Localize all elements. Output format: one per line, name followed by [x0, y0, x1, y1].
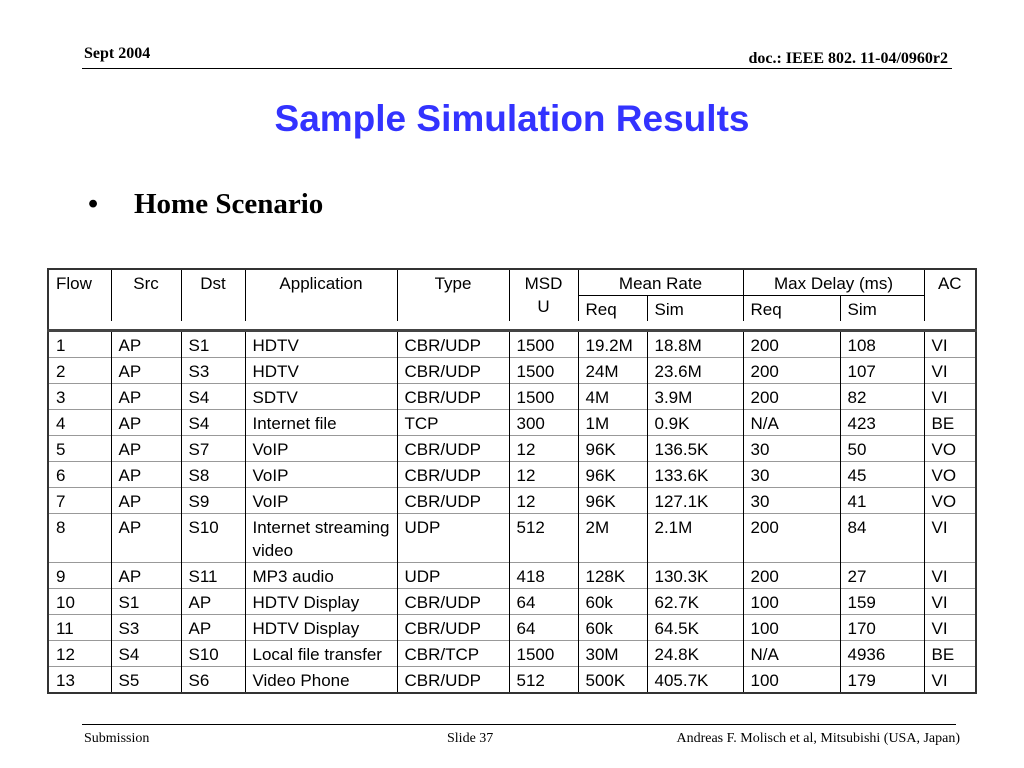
cell-msdu: 512: [509, 514, 578, 563]
cell-application: HDTV: [245, 331, 397, 358]
cell-flow: 10: [48, 589, 111, 615]
cell-delay-sim: 45: [840, 462, 924, 488]
cell-flow: 9: [48, 563, 111, 589]
cell-delay-sim: 179: [840, 667, 924, 694]
cell-mean-sim: 136.5K: [647, 436, 743, 462]
cell-delay-req: N/A: [743, 641, 840, 667]
col-header-type: Type: [397, 269, 509, 321]
cell-flow: 6: [48, 462, 111, 488]
cell-dst: S4: [181, 410, 245, 436]
cell-delay-sim: 108: [840, 331, 924, 358]
cell-ac: VO: [924, 488, 976, 514]
cell-application: Internet file: [245, 410, 397, 436]
cell-mean-req: 96K: [578, 436, 647, 462]
header-date: Sept 2004: [84, 45, 151, 62]
col-header-flow: Flow: [48, 269, 111, 321]
col-header-mean-req: Req: [578, 296, 647, 322]
cell-ac: VO: [924, 436, 976, 462]
cell-flow: 1: [48, 331, 111, 358]
cell-mean-req: 128K: [578, 563, 647, 589]
header-doc-id: doc.: IEEE 802. 11-04/0960r2: [748, 50, 948, 67]
cell-type: CBR/UDP: [397, 331, 509, 358]
cell-mean-sim: 2.1M: [647, 514, 743, 563]
cell-type: CBR/UDP: [397, 436, 509, 462]
table-row: [48, 667, 976, 694]
cell-type: TCP: [397, 410, 509, 436]
col-header-delay-req: Req: [743, 296, 840, 322]
cell-application: SDTV: [245, 384, 397, 410]
table-row: [48, 488, 976, 514]
cell-delay-req: 200: [743, 331, 840, 358]
footer-slide-number: Slide 37: [447, 731, 494, 746]
cell-ac: VI: [924, 589, 976, 615]
cell-delay-req: 30: [743, 488, 840, 514]
cell-delay-req: 200: [743, 514, 840, 563]
table-row: [48, 563, 976, 589]
cell-delay-sim: 41: [840, 488, 924, 514]
cell-mean-req: 96K: [578, 462, 647, 488]
cell-msdu: 418: [509, 563, 578, 589]
cell-flow: 4: [48, 410, 111, 436]
cell-ac: VI: [924, 563, 976, 589]
cell-delay-req: 100: [743, 667, 840, 694]
cell-type: CBR/TCP: [397, 641, 509, 667]
cell-mean-sim: 130.3K: [647, 563, 743, 589]
cell-type: UDP: [397, 514, 509, 563]
cell-mean-req: 60k: [578, 589, 647, 615]
cell-delay-req: N/A: [743, 410, 840, 436]
cell-dst: S9: [181, 488, 245, 514]
bullet-dot-icon: •: [88, 188, 99, 220]
cell-type: CBR/UDP: [397, 488, 509, 514]
table-row: [48, 410, 976, 436]
cell-ac: VO: [924, 462, 976, 488]
cell-src: S5: [111, 667, 181, 694]
cell-msdu: 1500: [509, 384, 578, 410]
cell-src: AP: [111, 514, 181, 563]
cell-msdu: 12: [509, 436, 578, 462]
header-rule: [82, 68, 952, 69]
cell-application: VoIP: [245, 462, 397, 488]
cell-flow: 5: [48, 436, 111, 462]
cell-dst: S10: [181, 514, 245, 563]
cell-mean-sim: 62.7K: [647, 589, 743, 615]
col-header-msdu-line1: MSD: [524, 274, 563, 293]
table-row: [48, 514, 976, 563]
cell-mean-sim: 133.6K: [647, 462, 743, 488]
table-row: [48, 589, 976, 615]
cell-src: AP: [111, 488, 181, 514]
header-spacer: [48, 321, 976, 331]
cell-application: Internet streaming video: [245, 514, 397, 563]
cell-type: CBR/UDP: [397, 615, 509, 641]
cell-flow: 2: [48, 358, 111, 384]
cell-dst: S8: [181, 462, 245, 488]
cell-src: S4: [111, 641, 181, 667]
cell-dst: S1: [181, 331, 245, 358]
cell-flow: 11: [48, 615, 111, 641]
cell-type: CBR/UDP: [397, 667, 509, 694]
cell-src: AP: [111, 462, 181, 488]
cell-flow: 8: [48, 514, 111, 563]
cell-ac: VI: [924, 514, 976, 563]
table-header: [48, 269, 976, 331]
cell-src: S3: [111, 615, 181, 641]
cell-delay-sim: 50: [840, 436, 924, 462]
table-row: [48, 331, 976, 358]
cell-ac: VI: [924, 358, 976, 384]
col-header-msdu: [509, 269, 578, 321]
cell-flow: 13: [48, 667, 111, 694]
cell-application: Video Phone: [245, 667, 397, 694]
table-body: [48, 331, 976, 694]
cell-delay-req: 200: [743, 563, 840, 589]
col-header-dst: Dst: [181, 269, 245, 321]
cell-msdu: 12: [509, 488, 578, 514]
footer-rule: [82, 724, 956, 725]
cell-mean-sim: 64.5K: [647, 615, 743, 641]
cell-mean-req: 2M: [578, 514, 647, 563]
cell-application: HDTV Display: [245, 589, 397, 615]
table-row: [48, 384, 976, 410]
cell-mean-req: 60k: [578, 615, 647, 641]
cell-application: HDTV Display: [245, 615, 397, 641]
col-header-mean-rate: Mean Rate: [578, 269, 743, 296]
cell-msdu: 1500: [509, 331, 578, 358]
cell-delay-sim: 82: [840, 384, 924, 410]
bullet-item: [88, 188, 323, 221]
cell-ac: BE: [924, 641, 976, 667]
footer-submission: Submission: [84, 731, 150, 746]
results-table-wrap: [47, 268, 977, 694]
cell-mean-sim: 23.6M: [647, 358, 743, 384]
cell-flow: 12: [48, 641, 111, 667]
bullet-text: Home Scenario: [134, 188, 324, 220]
cell-type: CBR/UDP: [397, 462, 509, 488]
cell-msdu: 12: [509, 462, 578, 488]
table-row: [48, 462, 976, 488]
cell-src: AP: [111, 436, 181, 462]
cell-src: AP: [111, 563, 181, 589]
table-row: [48, 641, 976, 667]
cell-application: HDTV: [245, 358, 397, 384]
cell-mean-sim: 24.8K: [647, 641, 743, 667]
cell-type: CBR/UDP: [397, 384, 509, 410]
cell-ac: VI: [924, 384, 976, 410]
cell-delay-req: 30: [743, 436, 840, 462]
cell-mean-req: 4M: [578, 384, 647, 410]
col-header-mean-sim: Sim: [647, 296, 743, 322]
cell-delay-req: 100: [743, 589, 840, 615]
col-header-delay-sim: Sim: [840, 296, 924, 322]
col-header-max-delay: Max Delay (ms): [743, 269, 924, 296]
cell-ac: BE: [924, 410, 976, 436]
cell-mean-req: 30M: [578, 641, 647, 667]
cell-dst: S10: [181, 641, 245, 667]
cell-ac: VI: [924, 331, 976, 358]
cell-delay-sim: 84: [840, 514, 924, 563]
cell-delay-sim: 27: [840, 563, 924, 589]
footer-author: Andreas F. Molisch et al, Mitsubishi (USA, Japan): [676, 731, 960, 746]
table-row: [48, 358, 976, 384]
cell-type: CBR/UDP: [397, 358, 509, 384]
col-header-application: Application: [245, 269, 397, 321]
col-header-src: Src: [111, 269, 181, 321]
table-row: [48, 436, 976, 462]
cell-msdu: 512: [509, 667, 578, 694]
cell-dst: S7: [181, 436, 245, 462]
cell-delay-req: 30: [743, 462, 840, 488]
cell-mean-sim: 127.1K: [647, 488, 743, 514]
cell-mean-sim: 3.9M: [647, 384, 743, 410]
cell-dst: AP: [181, 589, 245, 615]
cell-mean-sim: 405.7K: [647, 667, 743, 694]
col-header-ac: AC: [924, 269, 976, 321]
cell-delay-req: 200: [743, 384, 840, 410]
cell-delay-sim: 107: [840, 358, 924, 384]
cell-mean-req: 19.2M: [578, 331, 647, 358]
cell-application: VoIP: [245, 436, 397, 462]
cell-flow: 3: [48, 384, 111, 410]
cell-src: S1: [111, 589, 181, 615]
cell-mean-req: 500K: [578, 667, 647, 694]
cell-msdu: 1500: [509, 641, 578, 667]
cell-mean-req: 96K: [578, 488, 647, 514]
cell-application: VoIP: [245, 488, 397, 514]
cell-type: CBR/UDP: [397, 589, 509, 615]
cell-application: MP3 audio: [245, 563, 397, 589]
cell-dst: AP: [181, 615, 245, 641]
cell-type: UDP: [397, 563, 509, 589]
cell-msdu: 1500: [509, 358, 578, 384]
cell-application: Local file transfer: [245, 641, 397, 667]
cell-mean-sim: 18.8M: [647, 331, 743, 358]
cell-src: AP: [111, 331, 181, 358]
cell-msdu: 300: [509, 410, 578, 436]
slide-title: Sample Simulation Results: [274, 98, 750, 139]
results-table: [47, 268, 977, 694]
cell-ac: VI: [924, 615, 976, 641]
cell-delay-sim: 159: [840, 589, 924, 615]
cell-dst: S6: [181, 667, 245, 694]
cell-delay-req: 200: [743, 358, 840, 384]
cell-msdu: 64: [509, 589, 578, 615]
cell-flow: 7: [48, 488, 111, 514]
col-header-msdu-line2: U: [537, 297, 550, 316]
cell-msdu: 64: [509, 615, 578, 641]
cell-src: AP: [111, 410, 181, 436]
cell-delay-req: 100: [743, 615, 840, 641]
cell-delay-sim: 423: [840, 410, 924, 436]
cell-dst: S3: [181, 358, 245, 384]
cell-delay-sim: 170: [840, 615, 924, 641]
cell-mean-sim: 0.9K: [647, 410, 743, 436]
cell-mean-req: 1M: [578, 410, 647, 436]
table-row: [48, 615, 976, 641]
cell-dst: S4: [181, 384, 245, 410]
cell-mean-req: 24M: [578, 358, 647, 384]
cell-src: AP: [111, 384, 181, 410]
cell-ac: VI: [924, 667, 976, 694]
cell-src: AP: [111, 358, 181, 384]
cell-delay-sim: 4936: [840, 641, 924, 667]
cell-dst: S11: [181, 563, 245, 589]
